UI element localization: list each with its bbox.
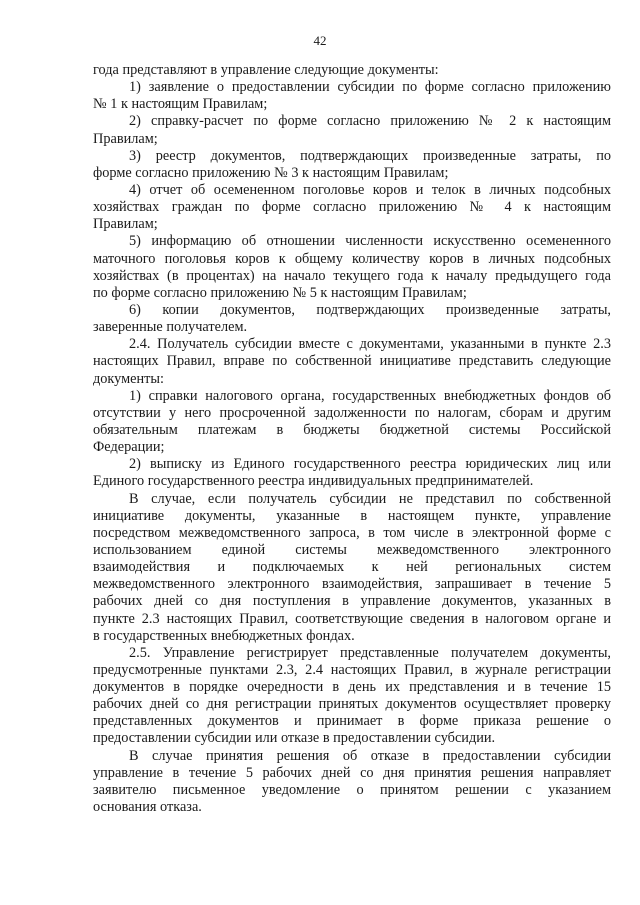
text-line: по форме согласно приложению № 5 к настоящим Правилам; xyxy=(93,284,467,301)
text-line: заявителю письменное уведомление о принятом решении с указанием xyxy=(93,781,611,798)
text-line: 6) копии документов, подтверждающих произведенные затраты, xyxy=(129,301,611,318)
text-line: В случае, если получатель субсидии не представил по собственной xyxy=(129,490,611,507)
text-line: основания отказа. xyxy=(93,799,202,816)
text-line: посредством межведомственного запроса, в том числе в электронной форме с xyxy=(93,524,611,541)
text-line: форме согласно приложению № 3 к настоящим Правилам; xyxy=(93,164,449,181)
text-line: Правилам; xyxy=(93,216,158,233)
document-body xyxy=(93,62,611,816)
text-line: взаимодействия и подключаемых к ней региональных систем xyxy=(93,559,611,576)
text-line: 3) реестр документов, подтверждающих произведенные затраты, по xyxy=(129,147,611,164)
text-line: в государственных внебюджетных фондах. xyxy=(93,627,355,644)
text-line: хозяйствах граждан по форме согласно приложению № 4 к настоящим xyxy=(93,199,611,216)
text-line: межведомственного электронного взаимодействия, запрашивает в течение 5 xyxy=(93,576,611,593)
text-line: 5) информацию об отношении численности искусственно осемененного xyxy=(129,233,611,250)
text-line: предоставлении субсидии или отказе в предоставлении субсидии. xyxy=(93,730,496,747)
text-line: Правилам; xyxy=(93,130,158,147)
text-line: маточного поголовья коров к общему количеству коров в личных подсобных xyxy=(93,250,611,267)
text-line: отсутствии у него просроченной задолженности по налогам, сборам и другим xyxy=(93,404,611,421)
text-line: пункте 2.3 настоящих Правил, соответствующие сведения в налоговом органе и xyxy=(93,610,611,627)
text-line: 2) справку-расчет по форме согласно приложению № 2 к настоящим xyxy=(129,113,611,130)
text-line: представленных документов и принимает в форме приказа решение о xyxy=(93,713,611,730)
text-line: инициативе документы, указанные в настоящем пункте, управление xyxy=(93,507,611,524)
text-line: № 1 к настоящим Правилам; xyxy=(93,96,268,113)
text-line: управление в течение 5 рабочих дней со дня принятия решения направляет xyxy=(93,764,611,781)
text-line: рабочих дней со дня поступления в управление документов, указанных в xyxy=(93,593,611,610)
text-line: 2.5. Управление регистрирует представленные получателем документы, xyxy=(129,644,611,661)
text-line: 2.4. Получатель субсидии вместе с документами, указанными в пункте 2.3 xyxy=(129,336,611,353)
text-line: 2) выписку из Единого государственного реестра юридических лиц или xyxy=(129,456,611,473)
text-line: рабочих дней со дня регистрации принятых документов осуществляет проверку xyxy=(93,696,611,713)
text-line: года представляют в управление следующие документы: xyxy=(93,62,439,78)
text-line: 1) справки налогового органа, государственных внебюджетных фондов об xyxy=(129,387,611,404)
text-line: настоящих Правил, вправе по собственной инициативе представить следующие xyxy=(93,353,611,370)
text-line: В случае принятия решения об отказе в предоставлении субсидии xyxy=(129,747,611,764)
text-line: 4) отчет об осемененном поголовье коров и телок в личных подсобных xyxy=(129,181,611,198)
text-line: Единого государственного реестра индивидуальных предпринимателей. xyxy=(93,473,534,490)
text-line: документов в порядке очередности в день их представления и в течение 15 xyxy=(93,679,611,696)
text-line: хозяйствах (в процентах) на начало текущего года к началу предыдущего года xyxy=(93,267,611,284)
text-line: Федерации; xyxy=(93,439,165,456)
page-number: 42 xyxy=(313,33,327,48)
text-line: документы: xyxy=(93,370,164,387)
text-line: предусмотренные пунктами 2.3, 2.4 настоящих Правил, в журнале регистрации xyxy=(93,661,611,678)
text-line: использованием единой системы межведомственного электронного xyxy=(93,541,611,558)
text-line: заверенные получателем. xyxy=(93,319,248,336)
text-line: 1) заявление о предоставлении субсидии по форме согласно приложению xyxy=(129,79,611,96)
text-line: обязательным платежам в бюджеты бюджетной системы Российской xyxy=(93,421,611,438)
